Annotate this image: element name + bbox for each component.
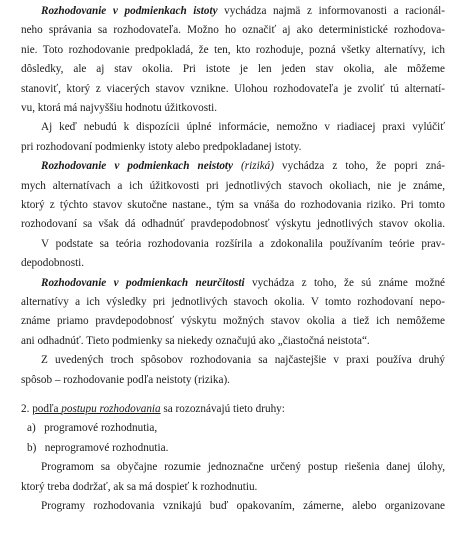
paragraph-line: neho správania sa rozhodovateľa. Možno ho označiť aj ako deterministické rozhodova-: [21, 24, 445, 37]
section-heading: 2. podľa postupu rozhodovania sa rozoznávajú tieto druhy:: [21, 403, 285, 415]
paragraph-line: rozhodovaní sa však dá odhadnúť pravdepodobnosť výskytu jednotlivých stavov okolia.: [21, 218, 445, 231]
paragraph-line: Programom sa obyčajne rozumie jednoznačne určený postup riešenia danej úlohy,: [41, 461, 445, 474]
list-item: a) programové rozhodnutia,: [27, 422, 158, 435]
paragraph-line: V podstate sa teória rozhodovania rozšírila a zdokonalila používaním teórie prav-: [41, 237, 445, 250]
paragraph-line: známe priamo pravdepodobnosť výskytu možných stavov okolia a tiež ich nemôžeme: [21, 315, 445, 328]
paragraph-line: depodobnosti.: [21, 257, 85, 270]
term-uncertainty: Rozhodovanie v podmienkach neistoty: [41, 160, 233, 173]
paragraph-line: ktorý treba dodržať, ak sa má dospieť k rozhodnutiu.: [21, 480, 258, 493]
paragraph-line: Rozhodovanie v podmienkach neurčitosti vychádza z toho, že sú známe možné: [41, 276, 445, 289]
paragraph-line: ani odhadnúť. Tieto podmienky sa niekedy označujú ako „čiastočná neistota“.: [21, 334, 370, 347]
term-indeterminacy: Rozhodovanie v podmienkach neurčitosti: [41, 276, 245, 289]
list-item: b) neprogramové rozhodnutia.: [27, 441, 169, 454]
paragraph-line: dôsledky, ale aj stav okolia. Pri istote je len jeden stav okolia, ale môžeme: [21, 63, 445, 76]
paragraph-line: vu, ktorá má najvyššiu hodnotu úžitkovosti.: [21, 102, 218, 114]
paragraph-line: spôsob – rozhodovanie podľa neistoty (rizika).: [21, 373, 230, 386]
paragraph-line: mych alternatívach a ich úžitkovosti pri jednotlivých stavoch okoliach, nie je známe,: [21, 179, 445, 192]
paragraph-line: stanoviť, ktorý z viacerých stavov vznikne. Ulohou rozhodovateľa je zvoliť tú alternatí-: [21, 82, 445, 95]
term-certainty: Rozhodovanie v podmienkach istoty: [41, 5, 218, 17]
paragraph-line: pri rozhodovaní podmienky istoty alebo predpokladanej istoty.: [21, 140, 302, 153]
paragraph-line: Aj keď nebudú k dispozícii úplné informácie, nemožno v riadiacej praxi vylúčiť: [41, 121, 445, 134]
paragraph-line: ktorý z týchto stavov skutočne nastane., tým sa vnáša do rozhodovania riziko. Pri tomto: [21, 199, 445, 211]
paragraph-line: Rozhodovanie v podmienkach istoty vychádza najmä z informovanosti a racionál-: [41, 5, 445, 17]
paragraph-line: nie. Toto rozhodovanie predpokladá, že ten, kto rozhoduje, pozná všetky alternatívy, ich: [21, 43, 445, 56]
paragraph-line: Programy rozhodovania vznikajú buď opakovaním, zámerne, alebo organizovane: [41, 500, 445, 512]
paragraph-line: alternatívy a ich výsledky pri jednotlivých stavoch okolia. V tomto rozhodovaní nepo-: [21, 296, 445, 308]
paragraph-line: Rozhodovanie v podmienkach neistoty (riziká) vychádza z toho, že popri zná-: [41, 160, 445, 173]
paragraph-line: Z uvedených troch spôsobov rozhodovania sa najčastejšie v praxi používa druhý: [41, 354, 445, 367]
